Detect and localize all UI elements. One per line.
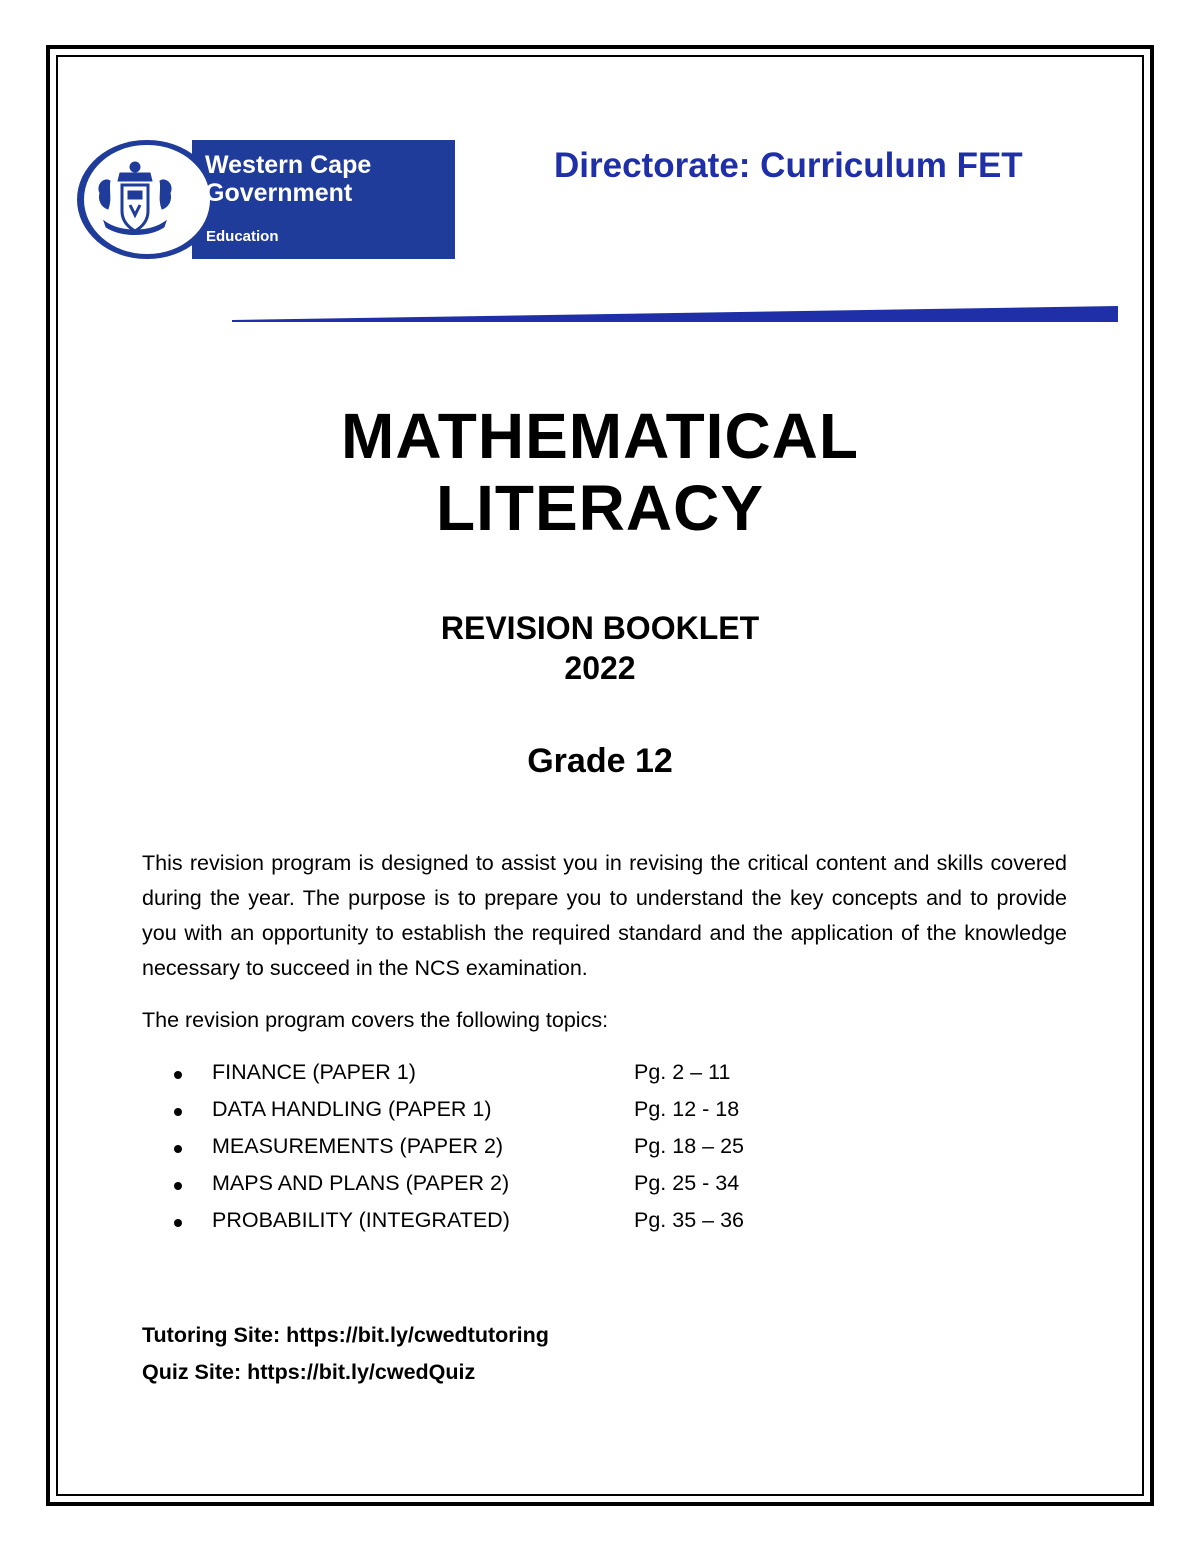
booklet-subtitle bbox=[0, 608, 1200, 688]
topic-name: MAPS AND PLANS (PAPER 2) bbox=[212, 1171, 510, 1195]
topic-pages: Pg. 2 – 11 bbox=[634, 1060, 731, 1084]
bullet-icon bbox=[174, 1145, 182, 1153]
quiz-site-link[interactable]: Quiz Site: https://bit.ly/cwedQuiz bbox=[142, 1360, 476, 1384]
intro-paragraph: This revision program is designed to assist you in revising the critical content and skills covered during the year. The purpose is to prepare you to understand the key concepts and to provide you with an opportunity to establish the required standard and the application of the knowledge necessary to succeed in the NCS examination. bbox=[142, 851, 1067, 980]
logo-title bbox=[205, 151, 371, 207]
topic-name: MEASUREMENTS (PAPER 2) bbox=[212, 1134, 504, 1158]
grade-label: Grade 12 bbox=[527, 742, 673, 780]
topics-lead: The revision program covers the following topics: bbox=[142, 1008, 609, 1032]
bullet-icon bbox=[174, 1219, 182, 1227]
title-line2: LITERACY bbox=[436, 472, 764, 544]
subtitle-line1: REVISION BOOKLET bbox=[440, 610, 760, 646]
topic-pages: Pg. 25 - 34 bbox=[634, 1171, 740, 1195]
site-links bbox=[142, 1317, 549, 1391]
topic-name: FINANCE (PAPER 1) bbox=[212, 1060, 416, 1084]
topic-pages: Pg. 35 – 36 bbox=[634, 1208, 744, 1232]
header-rule bbox=[232, 304, 1118, 324]
topic-pages: Pg. 12 - 18 bbox=[634, 1097, 740, 1121]
topic-name: PROBABILITY (INTEGRATED) bbox=[212, 1208, 510, 1232]
topic-name: DATA HANDLING (PAPER 1) bbox=[212, 1097, 492, 1121]
title-line1: MATHEMATICAL bbox=[341, 400, 859, 472]
logo-title-line1: Western Cape bbox=[205, 151, 372, 179]
bullet-icon bbox=[174, 1182, 182, 1190]
topic-pages: Pg. 18 – 25 bbox=[634, 1134, 744, 1158]
logo-title-line2: Government bbox=[205, 179, 353, 207]
tutoring-site-link[interactable]: Tutoring Site: https://bit.ly/cwedtutoring bbox=[142, 1323, 549, 1347]
coat-of-arms-icon bbox=[90, 155, 180, 245]
page-title bbox=[0, 400, 1200, 544]
wcg-logo bbox=[77, 140, 455, 259]
bullet-icon bbox=[174, 1071, 182, 1079]
logo-subtitle: Education bbox=[206, 228, 279, 245]
bullet-icon bbox=[174, 1108, 182, 1116]
directorate-heading: Directorate: Curriculum FET bbox=[554, 146, 1023, 185]
subtitle-line2: 2022 bbox=[564, 650, 636, 686]
